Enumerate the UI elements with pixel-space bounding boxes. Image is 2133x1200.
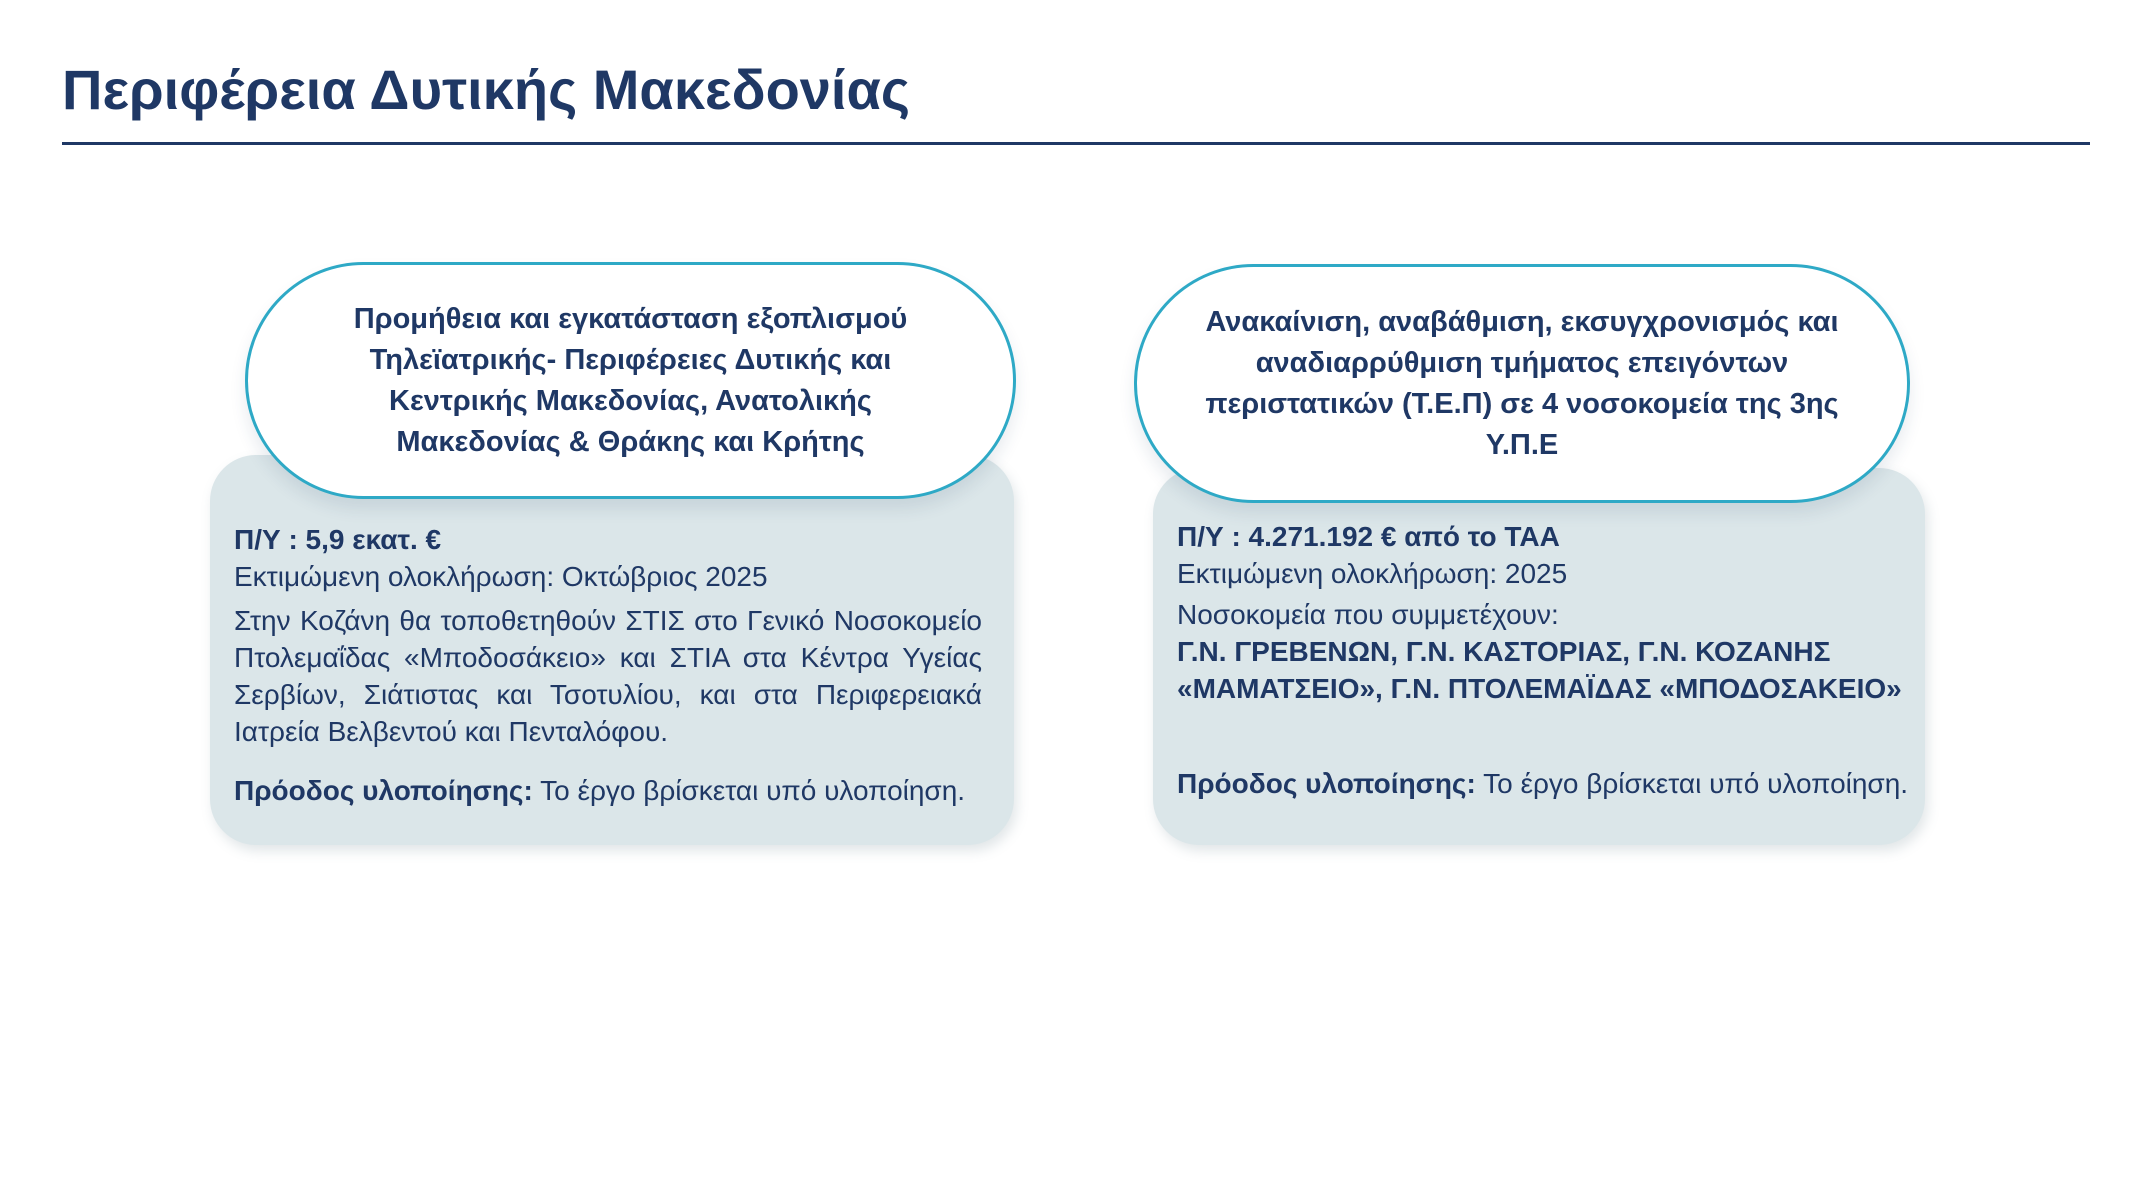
budget-value: Π/Υ : 5,9 εκατ. € xyxy=(234,524,442,555)
completion-estimate: Εκτιμώμενη ολοκλήρωση: 2025 xyxy=(1177,558,1568,589)
budget-value: Π/Υ : 4.271.192 € από το ΤΑΑ xyxy=(1177,521,1560,552)
progress-label: Πρόοδος υλοποίησης: xyxy=(234,775,533,806)
progress-text: Το έργο βρίσκεται υπό υλοποίηση. xyxy=(532,775,966,806)
completion-estimate: Εκτιμώμενη ολοκλήρωση: Οκτώβριος 2025 xyxy=(234,561,768,592)
project-title: Προμήθεια και εγκατάσταση εξοπλισμού Τηλεϊατρικής- Περιφέρειες Δυτικής και Κεντρικής Μακεδονίας, Ανατολικής Μακεδονίας & Θράκης και Κρήτης xyxy=(353,302,908,458)
project-card-emergency-departments-header xyxy=(1134,264,1910,503)
project-description: Στην Κοζάνη θα τοποθετηθούν ΣΤΙΣ στο Γενικό Νοσοκομείο Πτολεμαΐδας «Μποδοσάκειο» και ΣΤΙΑ στα Κέντρα Υγείας Σερβίων, Σιάτιστας και Τσοτυλίου, και στα Περιφερειακά Ιατρεία Βελβεντού και Πενταλόφου. xyxy=(234,605,982,747)
title-divider xyxy=(62,142,2090,145)
progress-status xyxy=(1177,765,1911,802)
participants-label: Νοσοκομεία που συμμετέχουν: xyxy=(1177,599,1559,630)
progress-text: Το έργο βρίσκεται υπό υλοποίηση. xyxy=(1475,768,1909,799)
project-card-telemedicine-body xyxy=(210,455,1014,845)
project-card-telemedicine-header xyxy=(245,262,1016,499)
progress-label: Πρόοδος υλοποίησης: xyxy=(1177,768,1476,799)
page-title: Περιφέρεια Δυτικής Μακεδονίας xyxy=(62,58,911,121)
progress-status xyxy=(234,772,982,809)
project-card-emergency-departments-body xyxy=(1153,468,1925,845)
participants-list: Γ.Ν. ΓΡΕΒΕΝΩΝ, Γ.Ν. ΚΑΣΤΟΡΙΑΣ, Γ.Ν. ΚΟΖΑΝΗΣ «ΜΑΜΑΤΣΕΙΟ», Γ.Ν. ΠΤΟΛΕΜΑΪΔΑΣ «ΜΠΟΔΟΣΑΚΕΙΟ» xyxy=(1177,636,1902,704)
project-title: Ανακαίνιση, αναβάθμιση, εκσυγχρονισμός και αναδιαρρύθμιση τμήματος επειγόντων περιστατικών (Τ.Ε.Π) σε 4 νοσοκομεία της 3ης Υ.Π.Ε xyxy=(1205,305,1839,461)
